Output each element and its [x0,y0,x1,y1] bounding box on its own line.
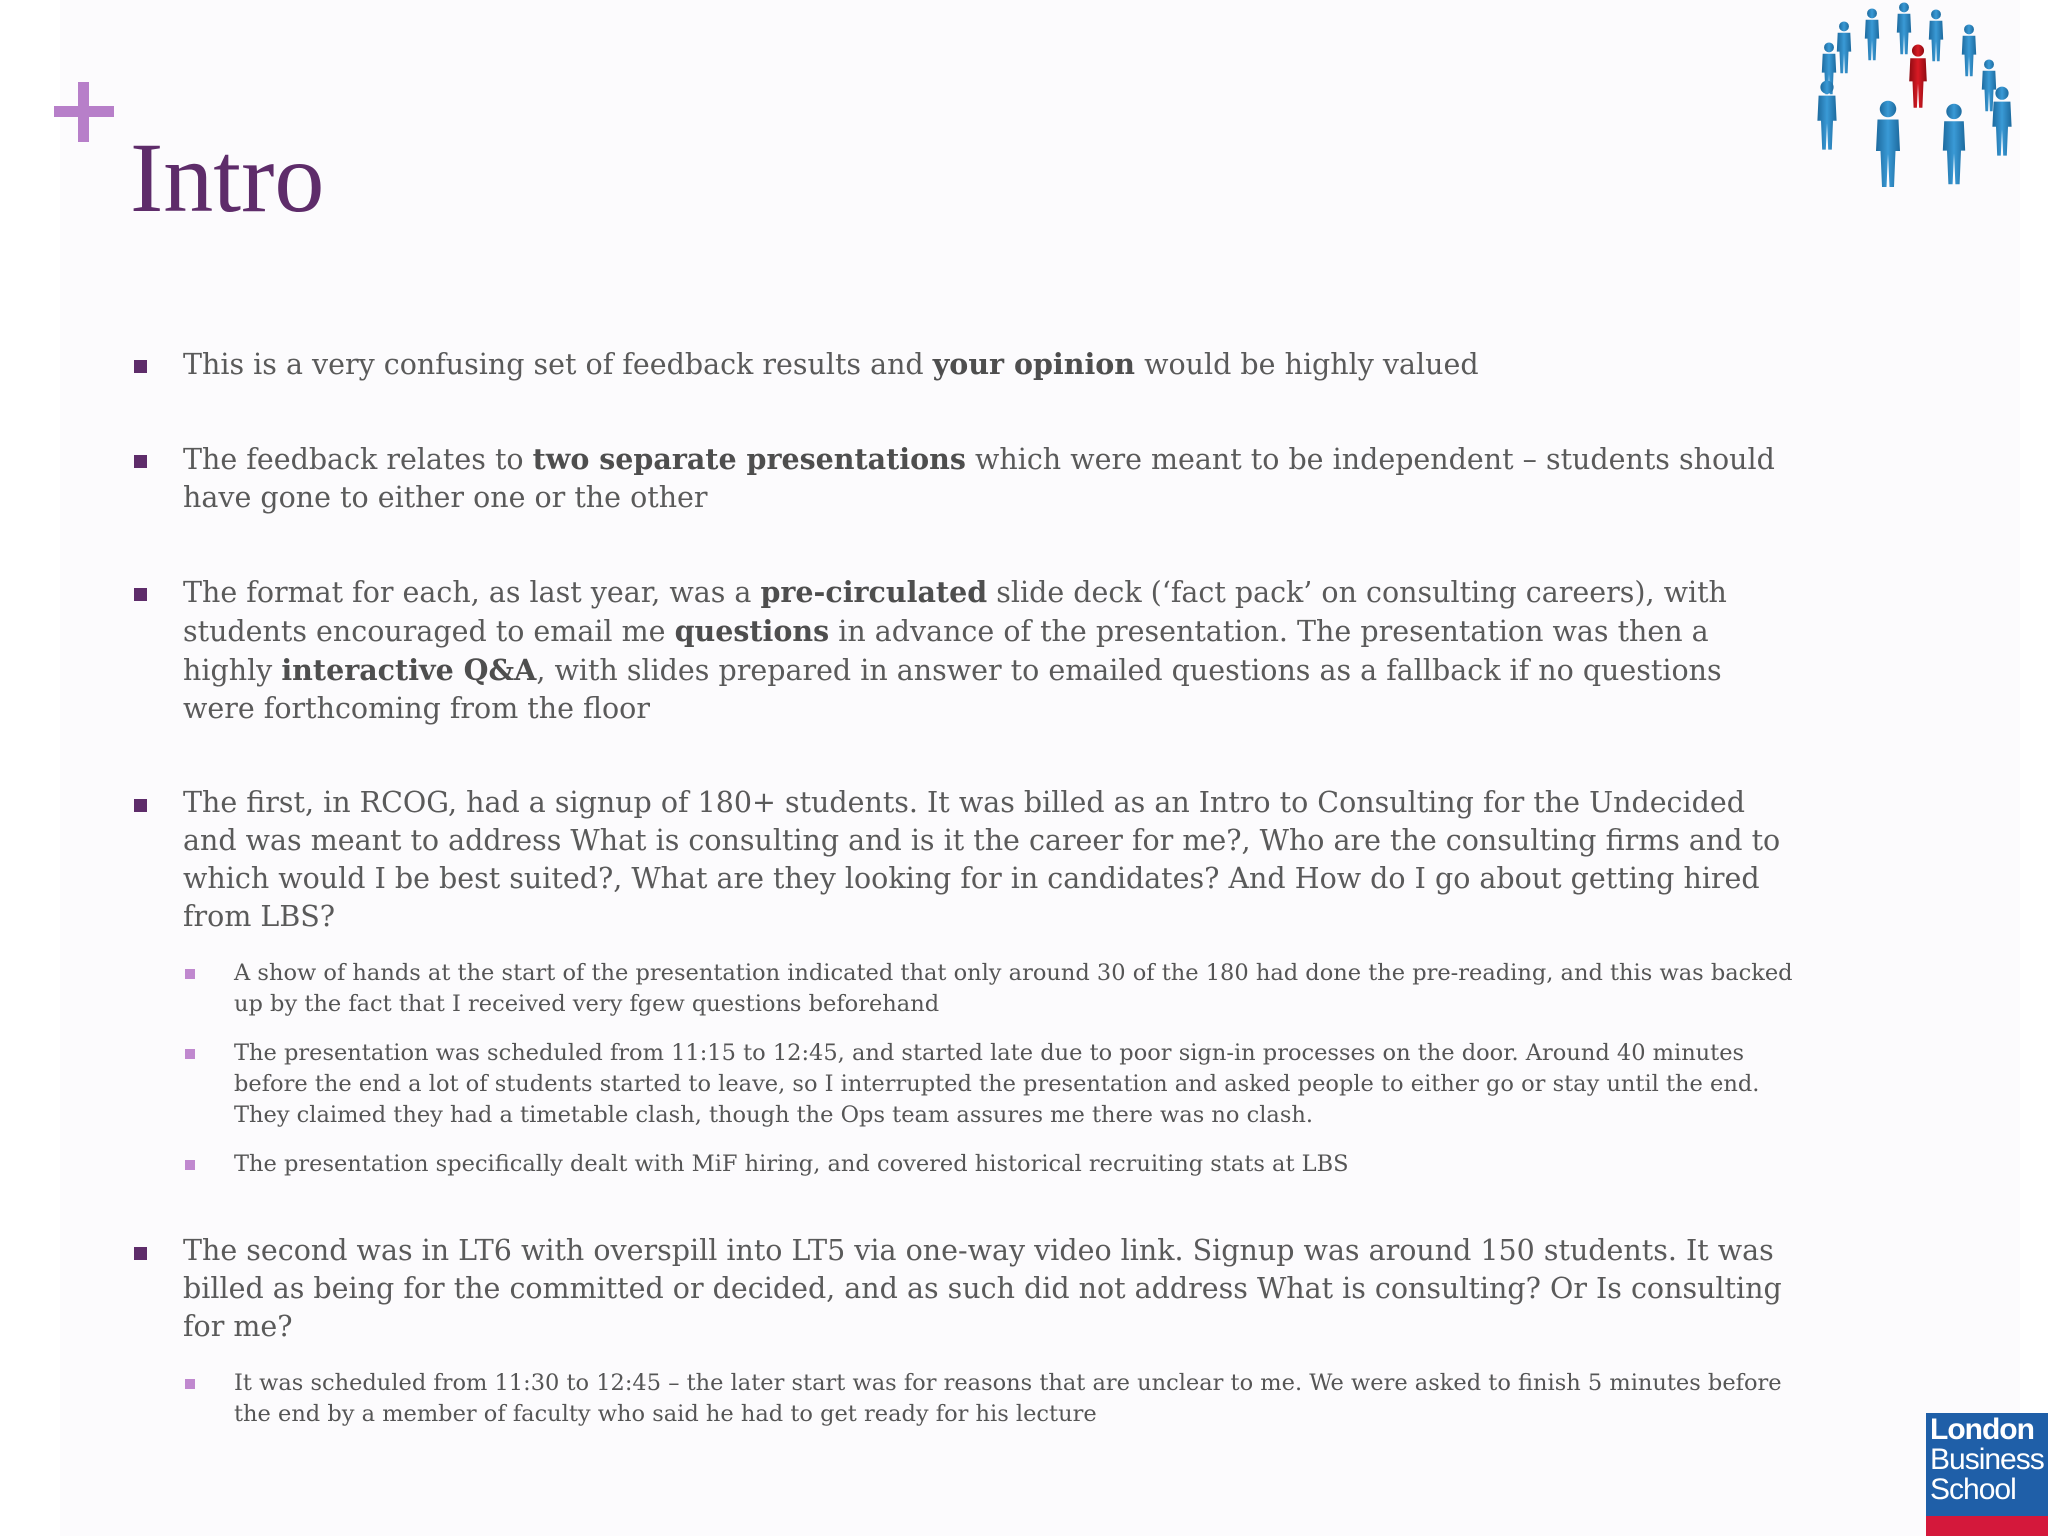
sub-bullet-mif-hiring: The presentation specifically dealt with MiF hiring, and covered historical recruiting stats at LBS [183,1149,1793,1180]
london-business-school-logo: London Business School [1926,1413,2048,1536]
people-circle-icon [1795,0,2048,192]
bullet-format: The format for each, as last year, was a pre-circulated slide deck (‘fact pack’ on consulting careers), with students encouraged to email me questions in advance of the presentation. The presentation was then a highly interactive Q&A, with slides prepared in answer to emailed questions as a fallback if no questions were forthcoming from the floor [133,573,1793,728]
bullet-two-presentations: The feedback relates to two separate presentations which were meant to be independent – students should have gone to either one or the other [133,440,1793,517]
bullet-list [133,345,1793,1448]
slide-title: Intro [130,122,325,233]
sub-bullet-schedule-second: It was scheduled from 11:30 to 12:45 – the later start was for reasons that are unclear to me. We were asked to finish 5 minutes before the end by a member of faculty who said he had to get ready for his lecture [183,1368,1793,1430]
bullet-feedback-opinion: This is a very confusing set of feedback results and your opinion would be highly valued [133,345,1793,384]
bullet-second-presentation: The second was in LT6 with overspill into LT5 via one-way video link. Signup was around 150 students. It was billed as being for the committed or decided, and as such did not address What is consulting? Or Is consulting for me? [133,1232,1793,1346]
sub-bullet-show-of-hands: A show of hands at the start of the presentation indicated that only around 30 of the 180 had done the pre-reading, and this was backed up by the fact that I received very fgew questions beforehand [183,958,1793,1020]
bullet-first-presentation: The first, in RCOG, had a signup of 180+ students. It was billed as an Intro to Consulting for the Undecided and was meant to address What is consulting and is it the career for me?, Who are the consulting firms and to which would I be best suited?, What are they looking for in candidates? And How do I go about getting hired from LBS? [133,784,1793,936]
sub-bullet-schedule-first: The presentation was scheduled from 11:15 to 12:45, and started late due to poor sign-in processes on the door. Around 40 minutes before the end a lot of students started to leave, so I interrupted the presentation and asked people to either go or stay until the end. They claimed they had a timetable clash, though the Ops team assures me there was no clash. [183,1038,1793,1131]
plus-icon [54,82,114,142]
